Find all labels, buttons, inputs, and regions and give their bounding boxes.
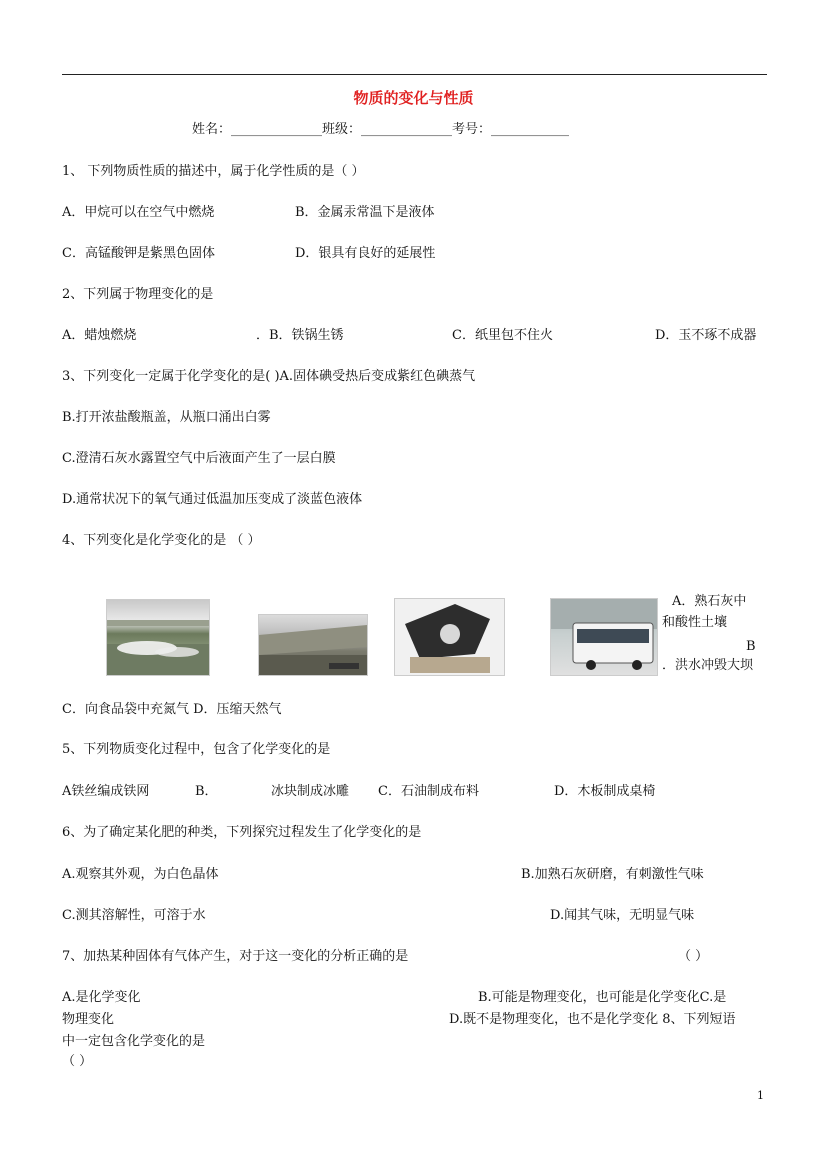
question-7-option-b: B.可能是物理变化，也可能是化学变化C.是 [478,990,727,1005]
question-7-option-d: D.既不是物理变化，也不是化学变化 8、下列短语 [449,1012,736,1027]
question-1-option-b: B．金属汞常温下是液体 [295,205,435,220]
question-5-option-d: D．木板制成桌椅 [554,784,656,799]
question-6-option-d: D.闻其气味，无明显气味 [550,908,695,923]
question-1-option-c: C．高锰酸钾是紫黑色固体 [62,246,215,261]
question-2-option-a: A．蜡烛燃烧 [62,328,137,343]
question-3-stem: 3、下列变化一定属于化学变化的是( )A.固体碘受热后变成紫红色碘蒸气 [62,369,476,384]
question-3-option-b: B.打开浓盐酸瓶盖，从瓶口涌出白雾 [62,410,271,425]
question-3-option-d: D.通常状况下的氧气通过低温加压变成了淡蓝色液体 [62,492,363,507]
question-6-option-a: A.观察其外观，为白色晶体 [62,867,219,882]
question-7-option-c-cont: 物理变化 [62,1012,115,1027]
food-bag-photo [394,598,505,676]
question-5-option-b-letter: B． [195,784,218,799]
question-4-stem: 4、下列变化是化学变化的是 （ ） [62,533,261,548]
question-7-answer-paren: （ ） [678,949,709,964]
question-4-option-a-line1: A．熟石灰中 [672,594,747,609]
question-4-option-b-text: ．洪水冲毁大坝 [662,658,754,673]
steaming-field-photo [106,599,210,676]
page-number: 1 [757,1089,764,1102]
question-8-answer-paren: （ ） [62,1054,93,1069]
question-4-option-a-line2: 和酸性土壤 [662,615,728,630]
question-1-option-d: D．银具有良好的延展性 [295,246,436,261]
question-1-option-a: A．甲烷可以在空气中燃烧 [62,205,215,220]
question-6-option-b: B.加熟石灰研磨，有刺激性气味 [521,867,704,882]
question-6-stem: 6、为了确定某化肥的种类，下列探究过程发生了化学变化的是 [62,825,422,840]
header-rule [62,74,767,75]
question-2-stem: 2、下列属于物理变化的是 [62,287,214,302]
question-7-stem: 7、加热某种固体有气体产生，对于这一变化的分析正确的是 [62,949,409,964]
question-2-option-b: ．B．铁锅生锈 [256,328,344,343]
question-5-option-c: C．石油制成布料 [378,784,479,799]
bus-photo [550,598,658,676]
question-5-stem: 5、下列物质变化过程中，包含了化学变化的是 [62,742,331,757]
question-5-option-b-text: 冰块制成冰雕 [271,784,350,799]
question-8-stem: 中一定包含化学变化的是 [62,1034,206,1049]
question-2-option-d: D．玉不琢不成器 [655,328,757,343]
question-4-option-b-letter: B [746,639,756,654]
dam-flood-photo [258,614,368,676]
question-7-option-a: A.是化学变化 [62,990,141,1005]
question-5-option-a: A铁丝编成铁网 [62,784,150,799]
question-6-option-c: C.测其溶解性，可溶于水 [62,908,206,923]
student-info-line: 姓名：______________班级：______________考号：____________ [192,122,570,137]
question-2-option-c: C．纸里包不住火 [452,328,553,343]
page-title: 物质的变化与性质 [353,89,474,107]
question-1-stem: 1、 下列物质性质的描述中，属于化学性质的是（ ） [62,164,365,179]
question-3-option-c: C.澄清石灰水露置空气中后液面产生了一层白膜 [62,451,336,466]
question-4-options-cd: C．向食品袋中充氮气 D．压缩天然气 [62,702,282,717]
